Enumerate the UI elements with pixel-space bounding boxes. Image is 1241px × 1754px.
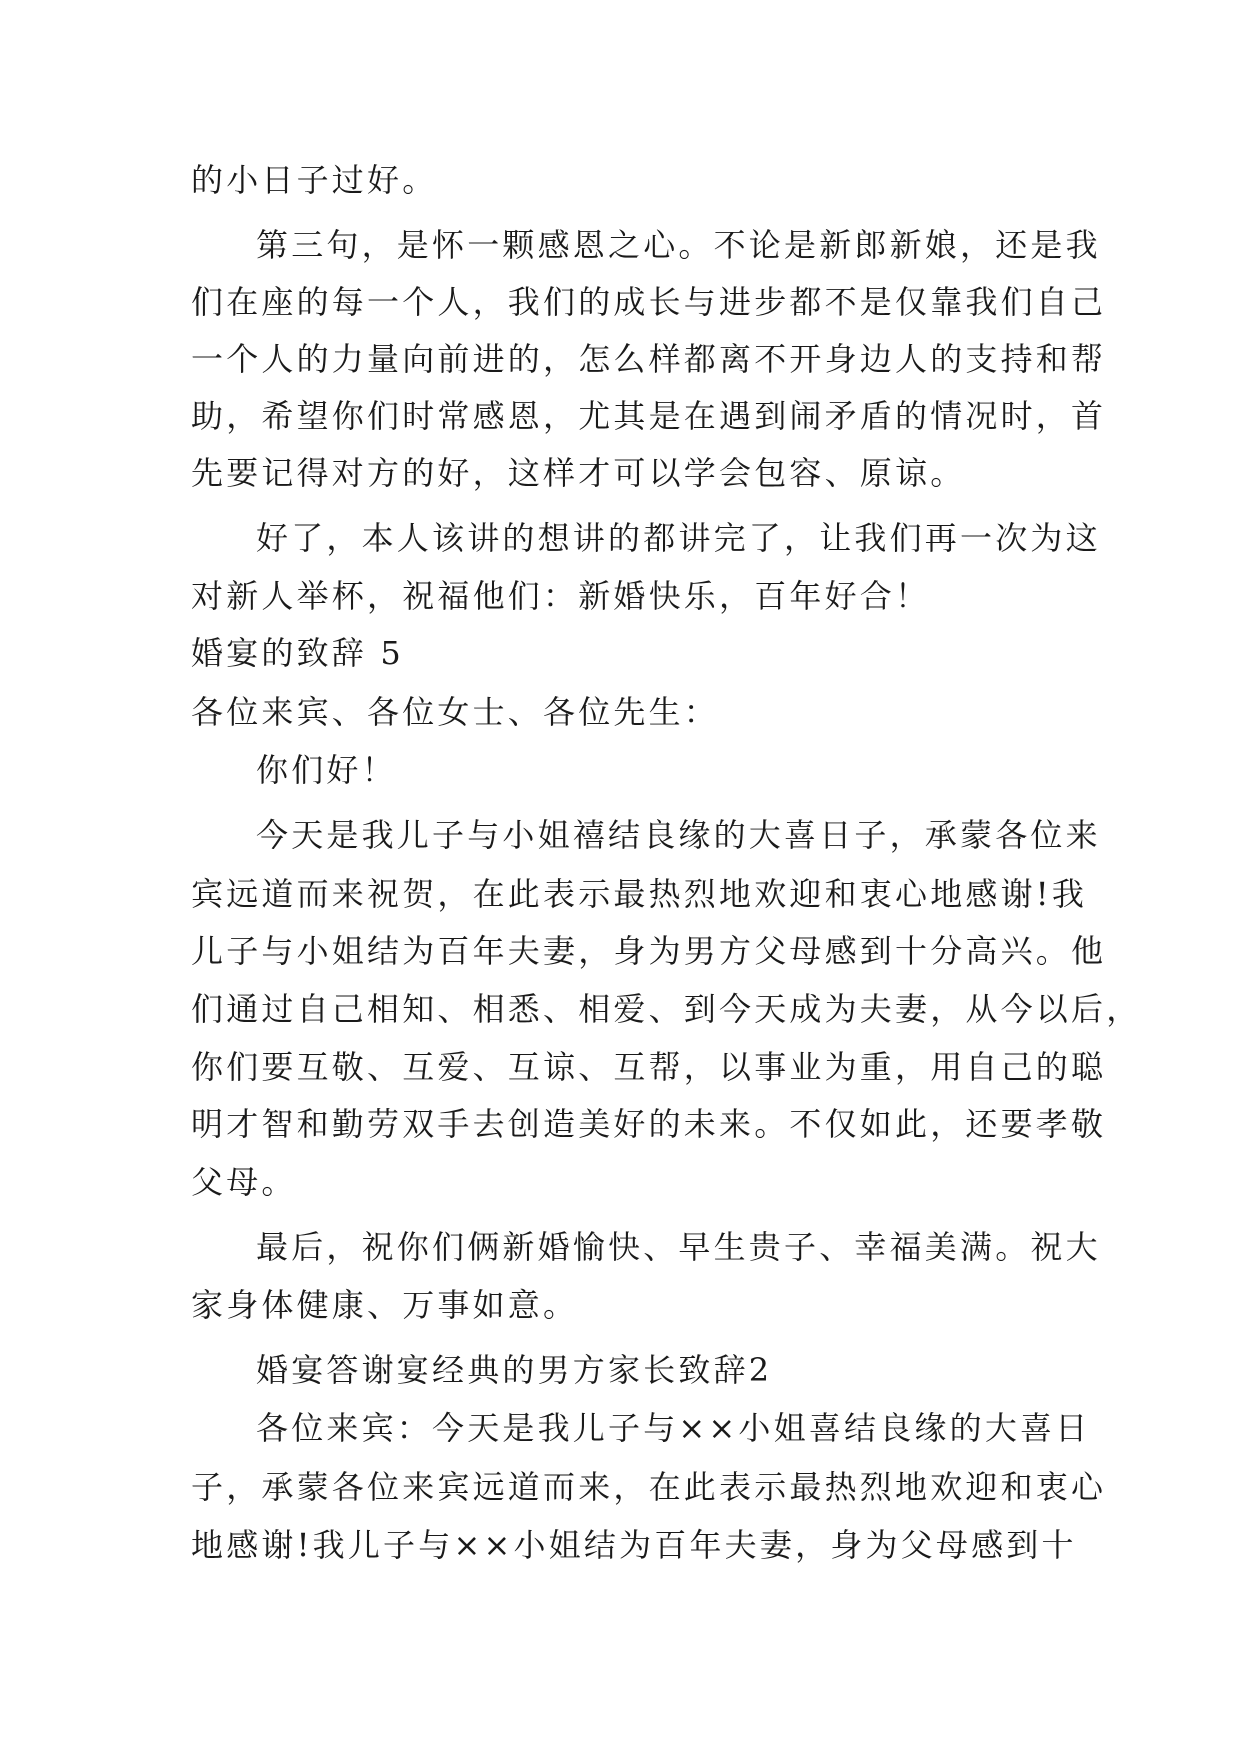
salutation-line: 各位来宾、各位女士、各位先生： bbox=[191, 693, 720, 731]
paragraph-line: 对新人举杯，祝福他们：新婚快乐，百年好合！ bbox=[191, 577, 931, 615]
paragraph-line: 好了，本人该讲的想讲的都讲完了，让我们再一次为这 bbox=[256, 519, 1101, 557]
paragraph-line: 先要记得对方的好，这样才可以学会包容、原谅。 bbox=[191, 454, 966, 492]
paragraph-line: 各位来宾：今天是我儿子与××小姐喜结良缘的大喜日 bbox=[256, 1409, 1091, 1447]
paragraph-line: 一个人的力量向前进的，怎么样都离不开身边人的支持和帮 bbox=[191, 340, 1107, 378]
paragraph-line: 助，希望你们时常感恩，尤其是在遇到闹矛盾的情况时，首 bbox=[191, 397, 1107, 435]
paragraph-line: 子，承蒙各位来宾远道而来，在此表示最热烈地欢迎和衷心 bbox=[191, 1468, 1107, 1506]
paragraph-line: 儿子与小姐结为百年夫妻，身为男方父母感到十分高兴。他 bbox=[191, 932, 1107, 970]
section-heading: 婚宴的致辞 5 bbox=[191, 634, 404, 672]
paragraph-line: 们在座的每一个人，我们的成长与进步都不是仅靠我们自己 bbox=[191, 283, 1107, 321]
paragraph-line: 你们要互敬、互爱、互谅、互帮，以事业为重，用自己的聪 bbox=[191, 1048, 1107, 1086]
greeting-line: 你们好！ bbox=[256, 751, 397, 789]
paragraph-line: 们通过自己相知、相悉、相爱、到今天成为夫妻，从今以后， bbox=[191, 990, 1142, 1028]
paragraph-line: 最后，祝你们俩新婚愉快、早生贵子、幸福美满。祝大 bbox=[256, 1228, 1101, 1266]
paragraph-line: 地感谢!我儿子与××小姐结为百年夫妻，身为父母感到十 bbox=[191, 1526, 1077, 1564]
paragraph-line: 家身体健康、万事如意。 bbox=[191, 1286, 579, 1324]
paragraph-line: 父母。 bbox=[191, 1163, 297, 1201]
paragraph-line: 第三句，是怀一颗感恩之心。不论是新郎新娘，还是我 bbox=[256, 226, 1101, 264]
section-heading: 婚宴答谢宴经典的男方家长致辞2 bbox=[256, 1351, 773, 1389]
paragraph-line: 的小日子过好。 bbox=[191, 161, 438, 199]
paragraph-line: 宾远道而来祝贺，在此表示最热烈地欢迎和衷心地感谢!我 bbox=[191, 875, 1088, 913]
paragraph-line: 今天是我儿子与小姐禧结良缘的大喜日子，承蒙各位来 bbox=[256, 816, 1101, 854]
paragraph-line: 明才智和勤劳双手去创造美好的未来。不仅如此，还要孝敬 bbox=[191, 1105, 1107, 1143]
